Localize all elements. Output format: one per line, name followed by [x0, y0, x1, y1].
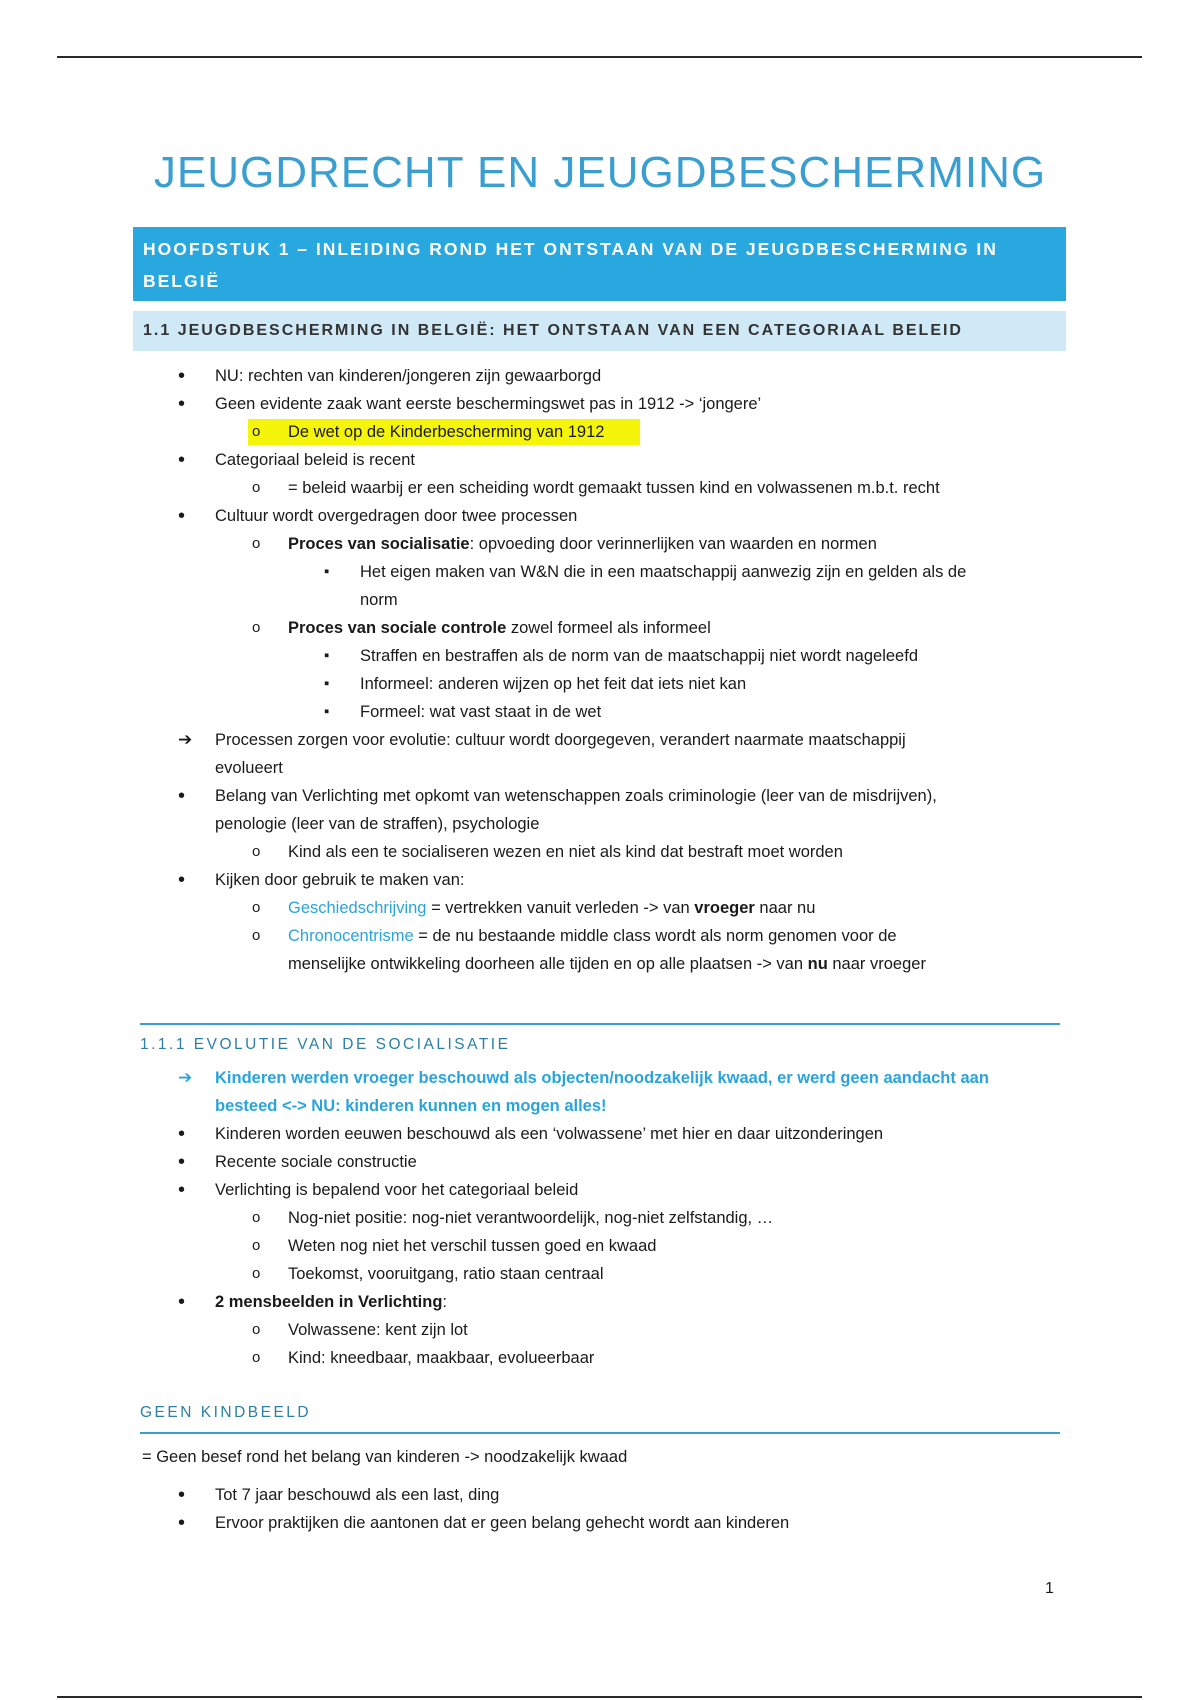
bullet-icon: [178, 1176, 185, 1206]
list-item: o = beleid waarbij er een scheiding wordt gemaakt tussen kind en volwassenen m.b.t. recht: [0, 474, 1200, 502]
bottom-rule: [57, 1696, 1142, 1698]
list-item: ▪ Informeel: anderen wijzen op het feit dat iets niet kan: [0, 670, 1200, 698]
bullet-icon: [178, 390, 185, 420]
circle-bullet-icon: [252, 474, 260, 502]
list-item: • Cultuur wordt overgedragen door twee processen: [0, 502, 1200, 530]
circle-bullet-icon: [252, 614, 260, 642]
list-item-continuation: menselijke ontwikkeling doorheen alle tijden en op alle plaatsen -> van nu naar vroeger: [288, 955, 926, 973]
list-item-emphasis: ➔ Kinderen werden vroeger beschouwd als objecten/noodzakelijk kwaad, er werd geen aandacht aan: [0, 1064, 1200, 1092]
list-item: ▪ Formeel: wat vast staat in de wet: [0, 698, 1200, 726]
bullet-icon: [178, 782, 185, 812]
square-bullet-icon: [324, 558, 329, 586]
arrow-right-icon: [178, 1064, 192, 1093]
section-1-1-content: [0, 362, 1200, 978]
circle-bullet-icon: [252, 922, 260, 950]
list-item: • Geen evidente zaak want eerste beschermingswet pas in 1912 -> ‘jongere’: [0, 390, 1200, 418]
circle-bullet-icon: [252, 1344, 260, 1372]
circle-bullet-icon: [252, 1316, 260, 1344]
list-item-continuation: evolueert: [215, 759, 283, 777]
list-item: o Chronocentrisme = de nu bestaande middle class wordt als norm genomen voor de: [0, 922, 1200, 950]
arrow-right-icon: [178, 726, 192, 755]
list-item: o Kind als een te socialiseren wezen en niet als kind dat bestraft moet worden: [0, 838, 1200, 866]
square-bullet-icon: [324, 670, 329, 698]
circle-bullet-icon: [252, 1204, 260, 1232]
subsection-heading-evolutie: 1.1.1 EVOLUTIE VAN DE SOCIALISATIE: [140, 1023, 1060, 1064]
circle-bullet-icon: [252, 418, 260, 446]
list-item: ▪ Het eigen maken van W&N die in een maatschappij aanwezig zijn en gelden als de: [0, 558, 1200, 586]
list-item: o Proces van sociale controle zowel formeel als informeel: [0, 614, 1200, 642]
list-item: • NU: rechten van kinderen/jongeren zijn gewaarborgd: [0, 362, 1200, 390]
list-item-continuation: penologie (leer van de straffen), psychologie: [215, 815, 540, 833]
section-heading: 1.1 JEUGDBESCHERMING IN BELGIË: HET ONTSTAAN VAN EEN CATEGORIAAL BELEID: [133, 311, 1066, 351]
bullet-icon: [178, 1288, 185, 1318]
list-item: • Belang van Verlichting met opkomt van wetenschappen zoals criminologie (leer van de misdrijven),: [0, 782, 1200, 810]
list-item: • Recente sociale constructie: [0, 1148, 1200, 1176]
bullet-icon: [178, 1148, 185, 1178]
bullet-icon: [178, 1509, 185, 1539]
bullet-icon: [178, 866, 185, 896]
list-item: • Tot 7 jaar beschouwd als een last, ding: [0, 1481, 1200, 1509]
list-item: o Proces van socialisatie: opvoeding door verinnerlijken van waarden en normen: [0, 530, 1200, 558]
list-item: • Kinderen worden eeuwen beschouwd als een ‘volwassene’ met hier en daar uitzonderingen: [0, 1120, 1200, 1148]
list-item: o Toekomst, vooruitgang, ratio staan centraal: [0, 1260, 1200, 1288]
circle-bullet-icon: [252, 1260, 260, 1288]
circle-bullet-icon: [252, 530, 260, 558]
circle-bullet-icon: [252, 894, 260, 922]
list-item: o Geschiedschrijving = vertrekken vanuit verleden -> van vroeger naar nu: [0, 894, 1200, 922]
bullet-icon: [178, 446, 185, 476]
list-item: ➔ Processen zorgen voor evolutie: cultuur wordt doorgegeven, verandert naarmate maatschappij: [0, 726, 1200, 754]
list-item-highlighted: o De wet op de Kinderbescherming van 1912: [0, 418, 1200, 446]
subsection-heading-geen-kindbeeld: GEEN KINDBEELD: [140, 1404, 1060, 1434]
section-1-1-1-content: [0, 1064, 1200, 1372]
list-item: o Volwassene: kent zijn lot: [0, 1316, 1200, 1344]
geen-kindbeeld-content: [0, 1443, 1200, 1537]
document-title: JEUGDRECHT EN JEUGDBESCHERMING: [153, 148, 1047, 197]
list-item: o Weten nog niet het verschil tussen goed en kwaad: [0, 1232, 1200, 1260]
list-item: • Categoriaal beleid is recent: [0, 446, 1200, 474]
bullet-icon: [178, 362, 185, 392]
list-item-continuation: besteed <-> NU: kinderen kunnen en mogen alles!: [215, 1097, 607, 1115]
list-item: • 2 mensbeelden in Verlichting:: [0, 1288, 1200, 1316]
bullet-icon: [178, 1120, 185, 1150]
circle-bullet-icon: [252, 838, 260, 866]
chapter-heading: HOOFDSTUK 1 – INLEIDING ROND HET ONTSTAAN VAN DE JEUGDBESCHERMING IN BELGIË: [133, 227, 1066, 301]
list-item: ▪ Straffen en bestraffen als de norm van de maatschappij niet wordt nageleefd: [0, 642, 1200, 670]
bullet-icon: [178, 1481, 185, 1511]
circle-bullet-icon: [252, 1232, 260, 1260]
list-item: • Verlichting is bepalend voor het categoriaal beleid: [0, 1176, 1200, 1204]
top-rule: [57, 56, 1142, 58]
intro-paragraph: = Geen besef rond het belang van kinderen -> noodzakelijk kwaad: [142, 1448, 628, 1466]
square-bullet-icon: [324, 642, 329, 670]
list-item: o Nog-niet positie: nog-niet verantwoordelijk, nog-niet zelfstandig, …: [0, 1204, 1200, 1232]
page-number: 1: [1045, 1580, 1054, 1597]
bullet-icon: [178, 502, 185, 532]
list-item: • Ervoor praktijken die aantonen dat er geen belang gehecht wordt aan kinderen: [0, 1509, 1200, 1537]
list-item: o Kind: kneedbaar, maakbaar, evolueerbaar: [0, 1344, 1200, 1372]
list-item: • Kijken door gebruik te maken van:: [0, 866, 1200, 894]
list-item-continuation: norm: [360, 591, 398, 609]
square-bullet-icon: [324, 698, 329, 726]
